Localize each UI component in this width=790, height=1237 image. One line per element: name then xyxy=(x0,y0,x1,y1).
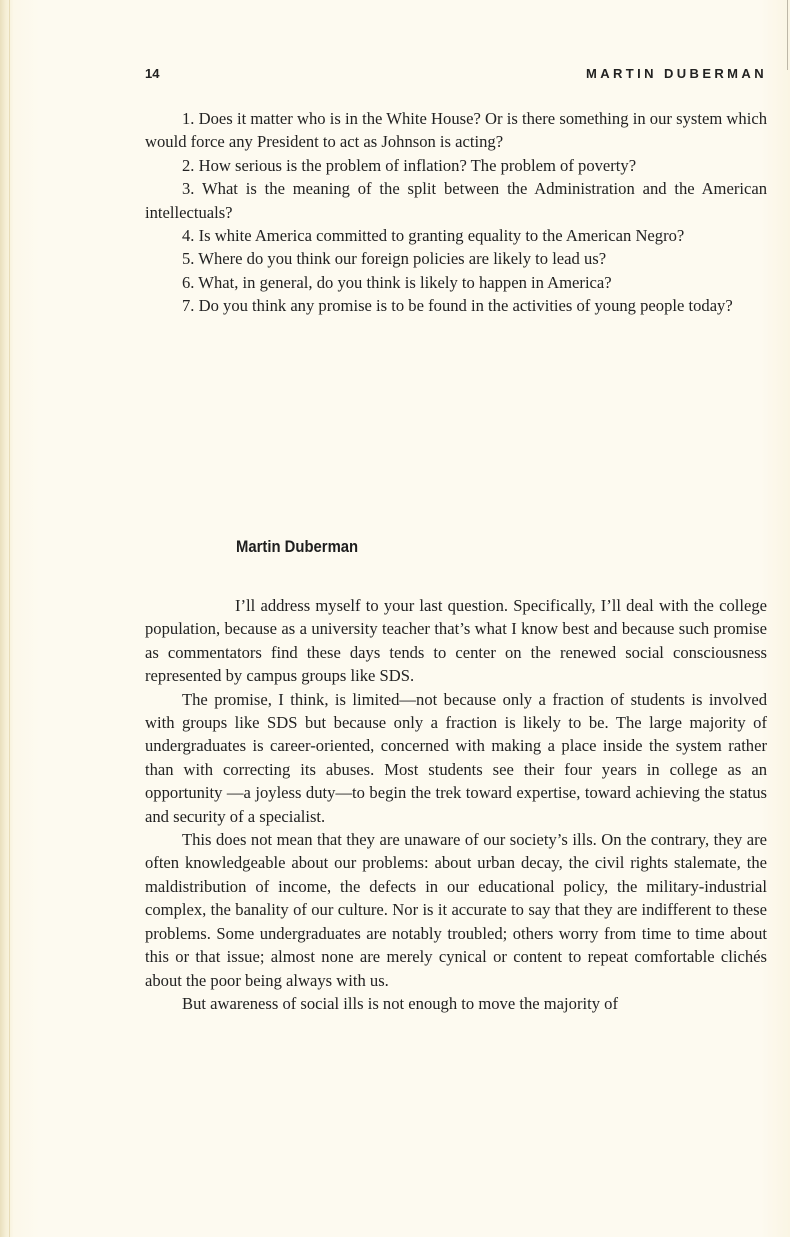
question-item: 1. Does it matter who is in the White House? Or is there something in our system which would force any President to act as Johnson is acting? xyxy=(145,109,767,152)
question-item: 5. Where do you think our foreign policies are likely to lead us? xyxy=(182,249,607,269)
question-list xyxy=(145,107,767,318)
question-item: 7. Do you think any promise is to be found in the activities of young people today? xyxy=(182,296,733,316)
section-heading: Martin Duberman xyxy=(236,538,359,556)
body-paragraph: The promise, I think, is limited—not because only a fraction of students is involved with groups like SDS but because only a fraction is likely to be. The large majority of undergraduates is career-oriented, concerned with making a place inside the system rather than with correcting its abuses. Most students see their four years in college as an opportunity —a joyless duty—to begin the trek toward expertise, toward achieving the status and security of a specialist. xyxy=(145,689,767,826)
running-head xyxy=(145,66,767,84)
question-item: 4. Is white America committed to granting equality to the American Negro? xyxy=(182,226,685,246)
body-paragraph: This does not mean that they are unaware of our society’s ills. On the contrary, they are often knowledgeable about our problems: about urban decay, the civil rights stalemate, the maldistribution of income, the defects in our educational policy, the military-industrial complex, the banality of our culture. Nor is it accurate to say that they are indifferent to these problems. Some undergraduates are notably troubled; others worry from time to time about this or that issue; almost none are merely cynical or content to repeat comfortable clichés about the poor being always with us. xyxy=(145,830,767,990)
question-item: 2. How serious is the problem of inflation? The problem of poverty? xyxy=(182,155,637,175)
spine-shadow xyxy=(9,0,10,1237)
running-head-author: MARTIN DUBERMAN xyxy=(586,66,767,81)
page-edge-line xyxy=(787,0,788,70)
essay-body xyxy=(145,594,767,1015)
question-item: 3. What is the meaning of the split between the Administration and the American intellectuals? xyxy=(145,179,767,222)
question-item: 6. What, in general, do you think is likely to happen in America? xyxy=(182,272,612,292)
body-paragraph: But awareness of social ills is not enough to move the majority of xyxy=(182,993,618,1013)
body-paragraph: I’ll address myself to your last question. Specifically, I’ll deal with the college population, because as a university teacher that’s what I know best and because such promise as commentators find these days tends to center on the renewed social consciousness represented by campus groups like SDS. xyxy=(145,596,767,686)
page-number: 14 xyxy=(145,66,160,81)
